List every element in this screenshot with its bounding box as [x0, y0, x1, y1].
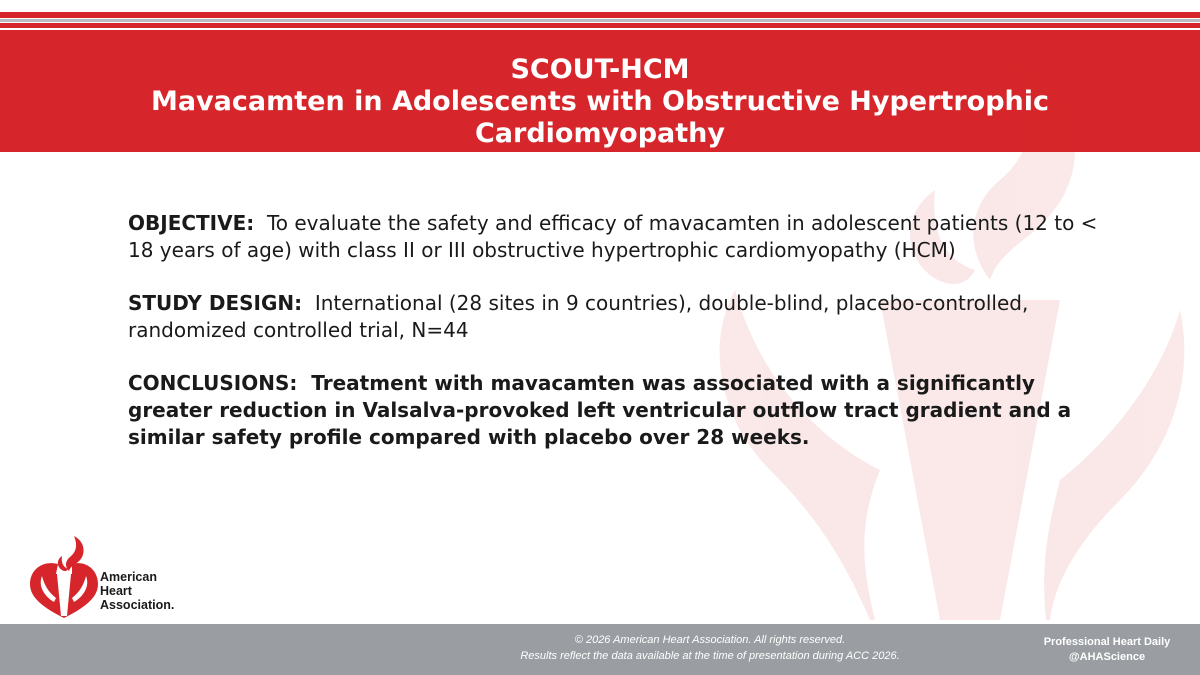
- stripe-gray: [0, 19, 1200, 22]
- conclusions-paragraph: [128, 370, 1098, 451]
- footer-copyright: © 2026 American Heart Association. All rights reserved.: [574, 634, 846, 646]
- footer-notice: [360, 632, 1060, 664]
- title-line-3: Cardiomyopathy: [474, 118, 726, 149]
- footer-data-note: Results reflect the data available at the time of presentation during ACC 2026.: [520, 650, 900, 662]
- aha-logo-text: [100, 570, 174, 612]
- footer-brand-handle: @AHAScience: [1068, 651, 1146, 663]
- conclusions-label: CONCLUSIONS:: [128, 371, 298, 395]
- logo-line-3: Association.: [100, 598, 175, 612]
- logo-line-1: American: [100, 570, 157, 584]
- design-paragraph: [128, 290, 1098, 344]
- objective-label: OBJECTIVE:: [128, 211, 255, 235]
- design-label: STUDY DESIGN:: [128, 291, 303, 315]
- stripe-red-top: [0, 12, 1200, 18]
- top-stripes: [0, 0, 1200, 30]
- logo-line-2: Heart: [100, 584, 132, 598]
- conclusions-text: Treatment with mavacamten was associated with a significantly greater reduction in Valsalva-provoked left ventricular outflow tract gradient and a similar safety profile compared with placebo over 28 weeks.: [128, 371, 1072, 449]
- objective-paragraph: [128, 210, 1098, 264]
- title-line-2: Mavacamten in Adolescents with Obstructive Hypertrophic: [150, 86, 1050, 117]
- design-text: International (28 sites in 9 countries), double-blind, placebo-controlled, randomized controlled trial, N=44: [128, 291, 1029, 342]
- objective-text: To evaluate the safety and efficacy of mavacamten in adolescent patients (12 to < 18 years of age) with class II or III obstructive hypertrophic cardiomyopathy (HCM): [128, 211, 1098, 262]
- stripe-red-bottom: [0, 23, 1200, 28]
- footer-brand-name: Professional Heart Daily: [1043, 636, 1171, 648]
- summary-content: [128, 210, 1098, 477]
- footer-bar: [0, 624, 1200, 675]
- title-trial-name: SCOUT-HCM: [510, 54, 690, 85]
- footer-brand: [1032, 635, 1182, 665]
- page-title: [0, 54, 1200, 150]
